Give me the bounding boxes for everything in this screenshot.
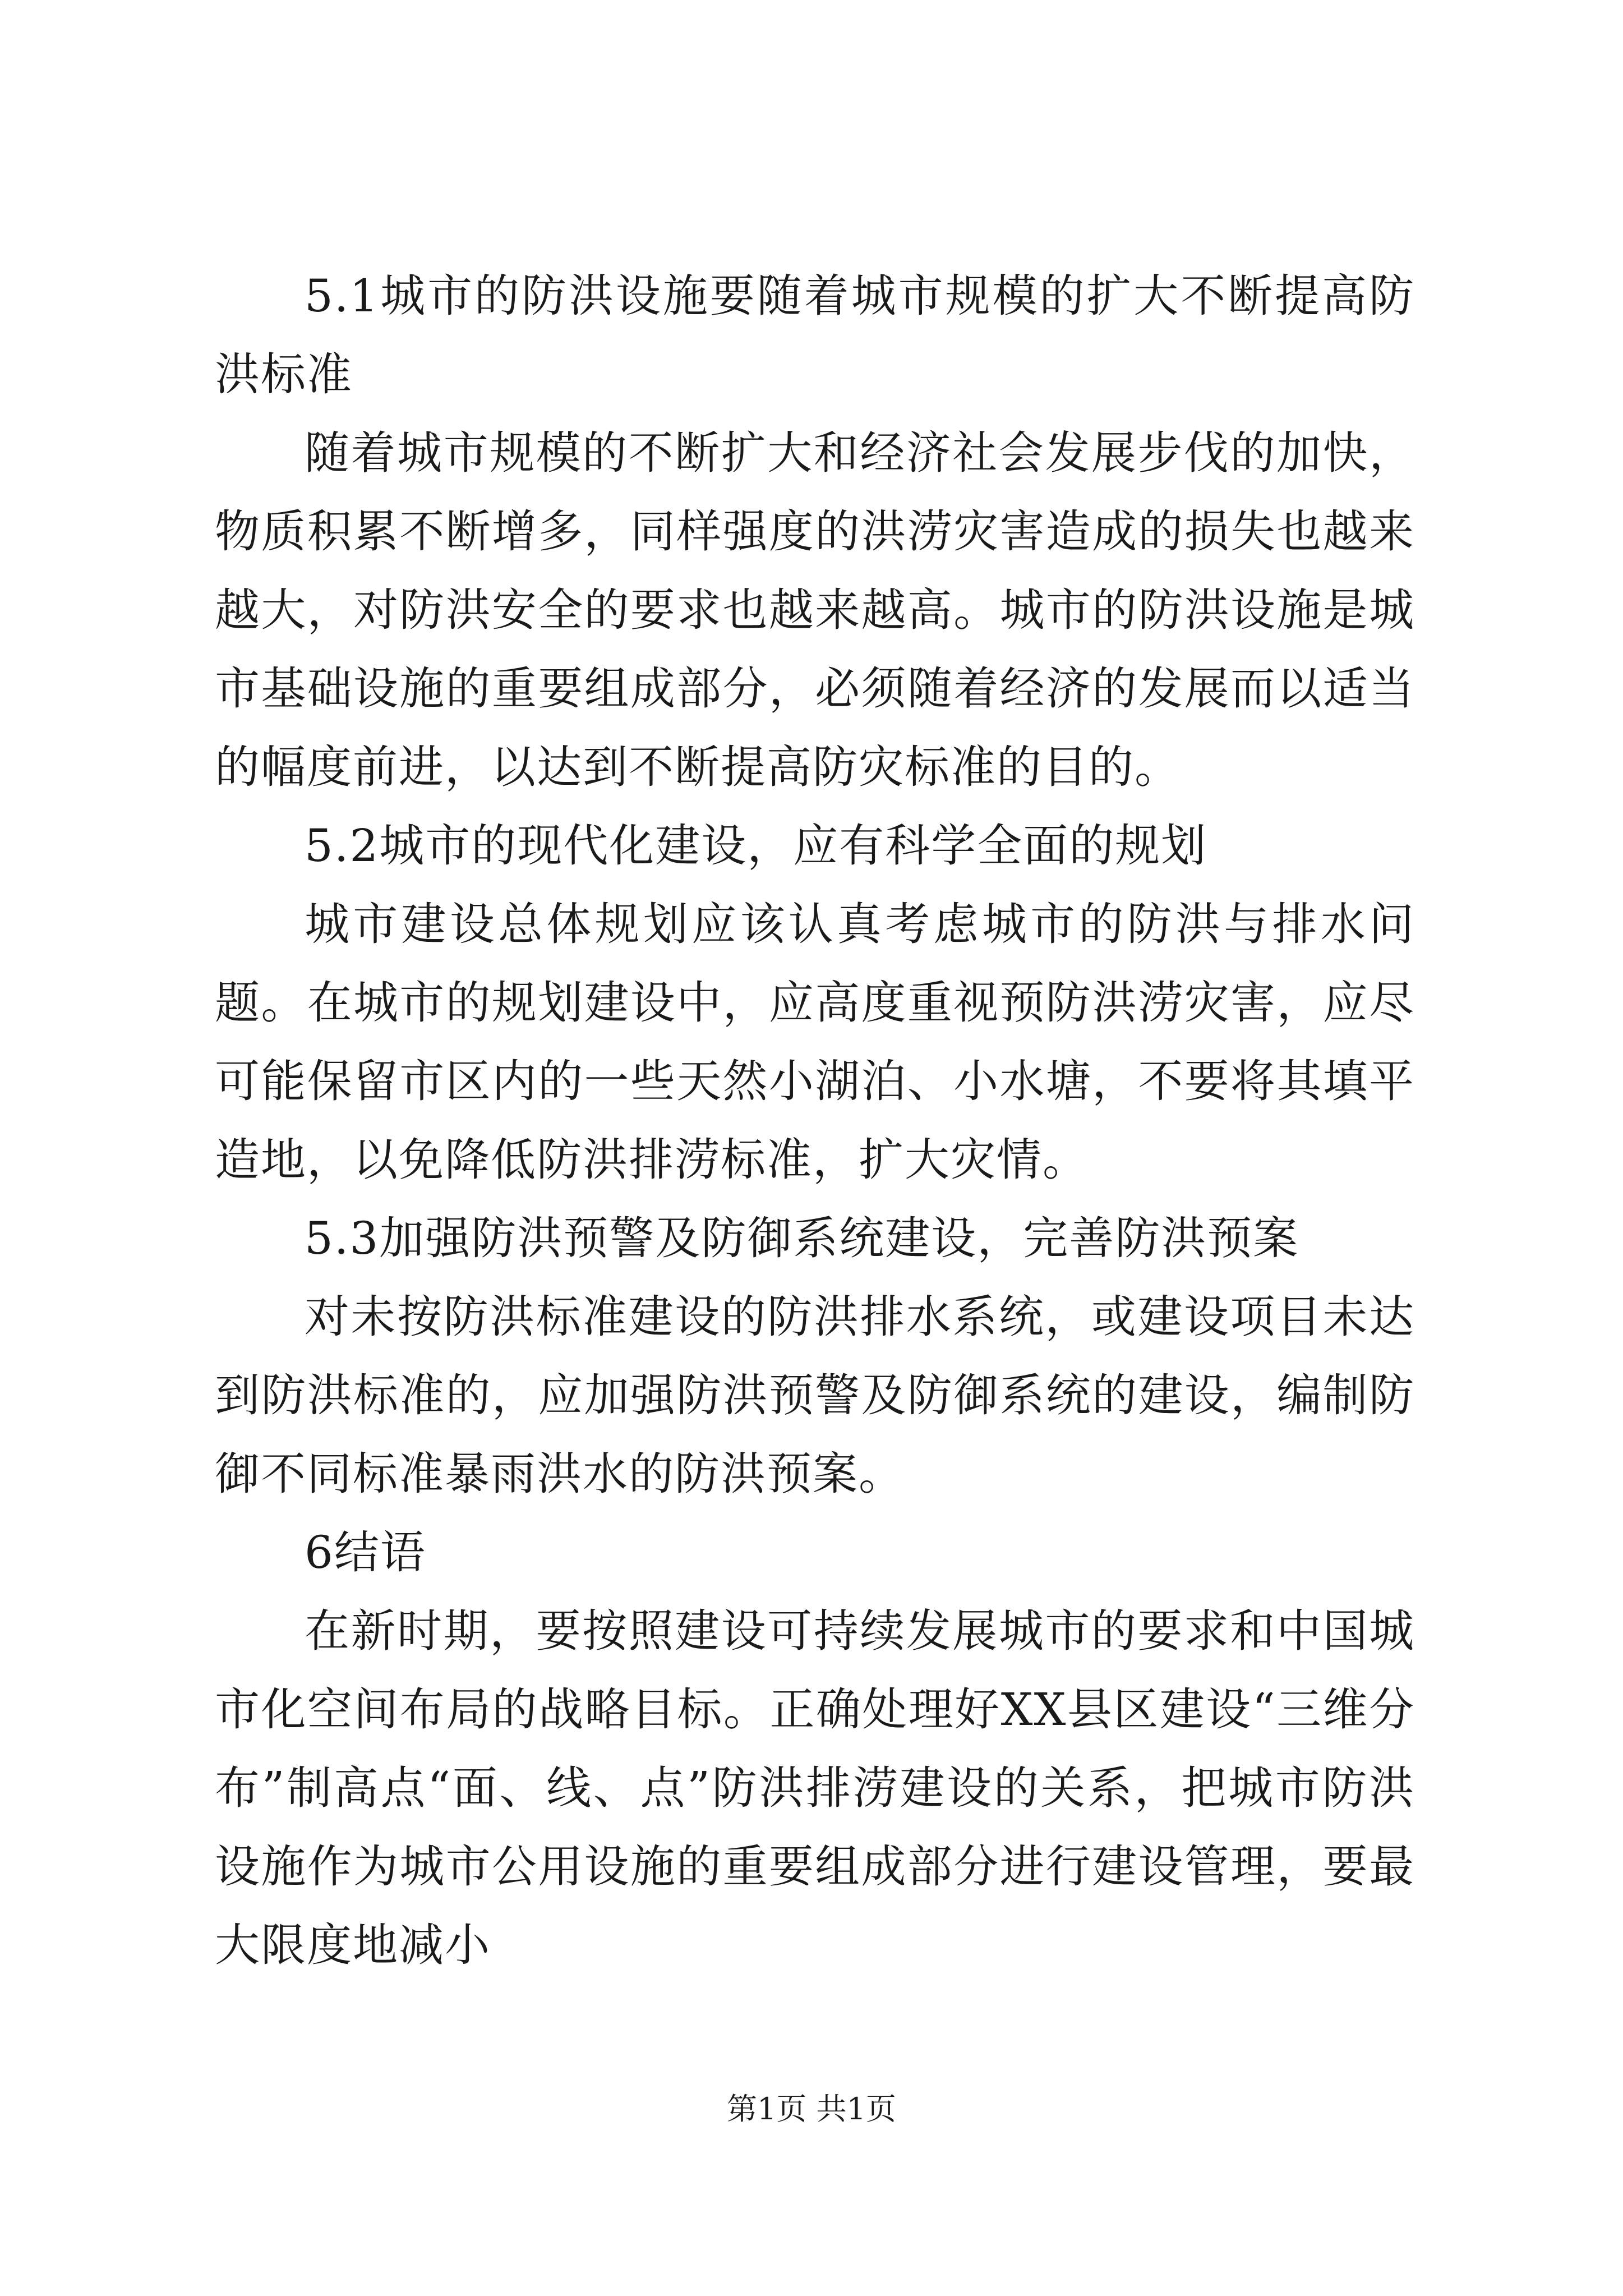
section-6-heading: 6结语 (305, 1526, 426, 1579)
page-footer: 第1页 共1页 (727, 2091, 896, 2127)
section-5-3-paragraph: 对未按防洪标准建设的防洪排水系统，或建设项目未达到防洪标准的，应加强防洪预警及防御系统的建设，编制防御不同标准暴雨洪水的防洪预案。 (215, 1291, 1415, 1500)
section-5-2-heading: 5.2城市的现代化建设，应有科学全面的规划 (305, 820, 1207, 872)
section-5-1-heading: 5.1城市的防洪设施要随着城市规模的扩大不断提高防洪标准 (215, 270, 1415, 401)
section-6-paragraph: 在新时期，要按照建设可持续发展城市的要求和中国城市化空间布局的战略目标。正确处理好XX县区建设“三维分布”制高点“面、线、点”防洪排涝建设的关系，把城市防洪设施作为城市公用设施的重要组成部分进行建设管理，要最大限度地减小 (215, 1605, 1415, 1971)
section-5-1-paragraph: 随着城市规模的不断扩大和经济社会发展步伐的加快，物质积累不断增多，同样强度的洪涝灾害造成的损失也越来越大，对防洪安全的要求也越来越高。城市的防洪设施是城市基础设施的重要组成部分，必须随着经济的发展而以适当的幅度前进，以达到不断提高防灾标准的目的。 (215, 427, 1415, 793)
document-body (215, 257, 1415, 1985)
section-5-2-paragraph: 城市建设总体规划应该认真考虑城市的防洪与排水问题。在城市的规划建设中，应高度重视预防洪涝灾害，应尽可能保留市区内的一些天然小湖泊、小水塘，不要将其填平造地，以免降低防洪排涝标准，扩大灾情。 (215, 898, 1415, 1186)
section-5-3-heading: 5.3加强防洪预警及防御系统建设，完善防洪预案 (305, 1212, 1299, 1264)
